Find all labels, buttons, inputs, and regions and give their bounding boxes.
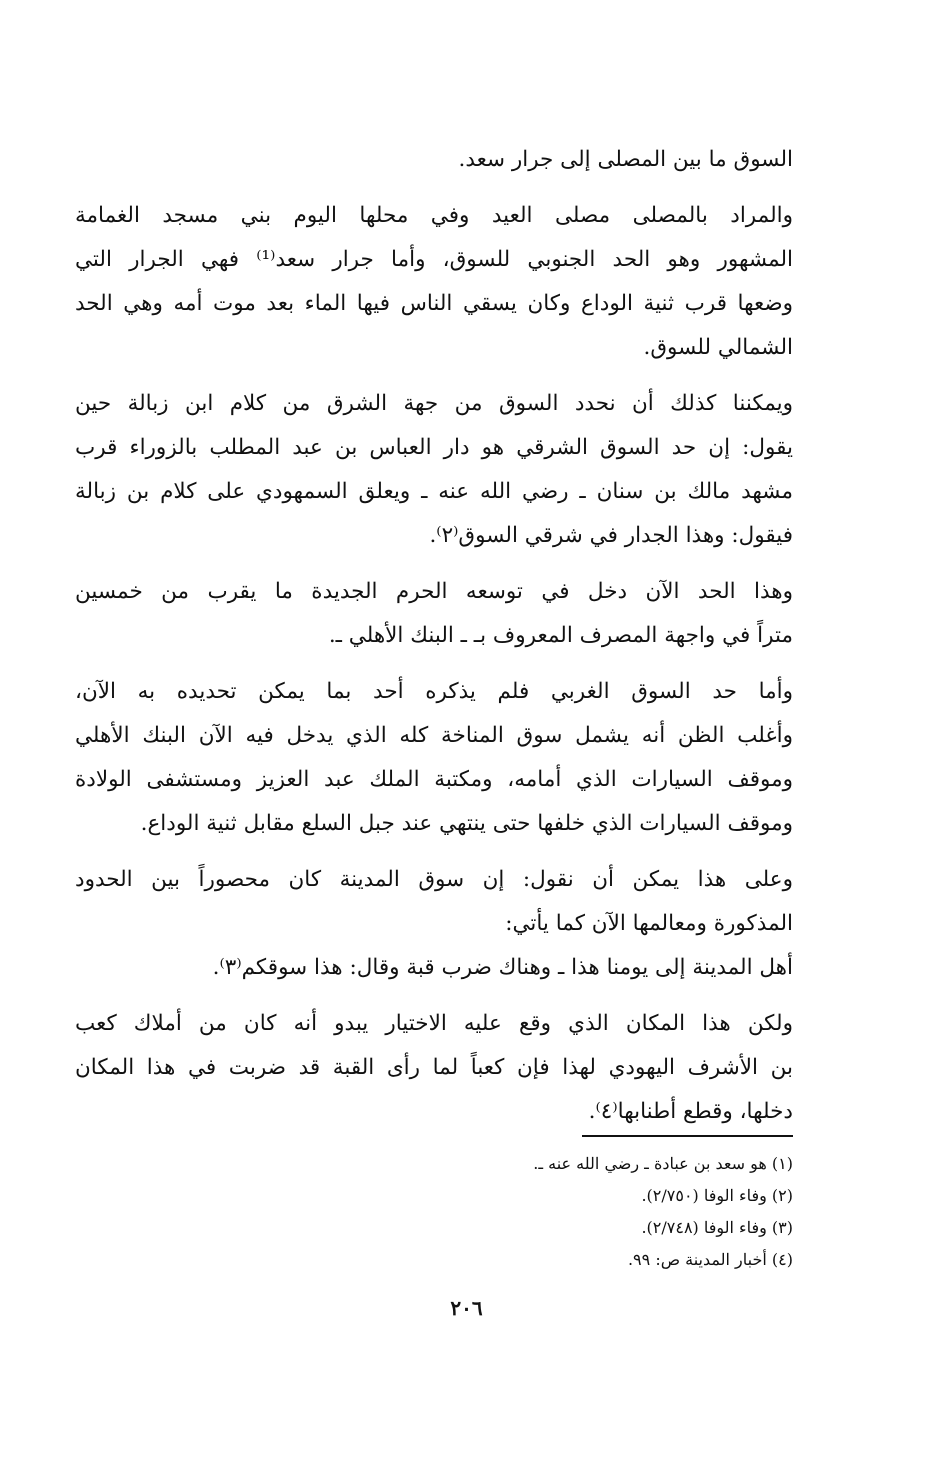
page-number: ٢٠٦: [450, 1296, 483, 1320]
footnote-4: (٤) أخبار المدينة ص: ٩٩.: [627, 1250, 793, 1269]
paragraph-3: [75, 382, 793, 558]
text-line: وموقف السيارات الذي خلفها حتى ينتهي عند جبل السلع مقابل ثنية الوداع.: [140, 811, 793, 836]
text-line: وعلى هذا يمكن أن نقول: إن سوق المدينة كان محصوراً بين الحدود: [75, 867, 793, 892]
text-line: وهذا الحد الآن دخل في توسعه الحرم الجديدة ما يقرب من خمسين: [75, 579, 793, 604]
text-line: مشهد مالك بن سنان ـ رضي الله عنه ـ ويعلق السمهودي على كلام بن زبالة: [75, 479, 793, 504]
text-line: ويمكننا كذلك أن نحدد السوق من جهة الشرق من كلام ابن زبالة حين: [75, 391, 793, 416]
text-line: وضعها قرب ثنية الوداع وكان يسقي الناس فيها الماء بعد موت أمه وهي الحد: [75, 291, 793, 316]
text-line: دخلها، وقطع أطنابها⁽٤⁾.: [588, 1099, 793, 1124]
text-line: السوق ما بين المصلى إلى جرار سعد.: [458, 147, 793, 172]
text-line: متراً في واجهة المصرف المعروف بـ ـ البنك الأهلي ـ.: [328, 623, 793, 648]
text-line: بن الأشرف اليهودي لهذا فإن كعباً لما رأى القبة قد ضربت في هذا المكان: [75, 1055, 793, 1080]
text-line: والمراد بالمصلى مصلى العيد وفي محلها اليوم بني مسجد الغمامة: [75, 203, 793, 228]
text-line: المشهور وهو الحد الجنوبي للسوق، وأما جرار سعد⁽¹⁾ فهي الجرار التي: [75, 247, 793, 272]
text-line: وأما حد السوق الغربي فلم يذكره أحد بما يمكن تحديده به الآن،: [75, 679, 793, 704]
paragraph-4: [75, 570, 793, 658]
text-line: فيقول: وهذا الجدار في شرقي السوق⁽٢⁾.: [429, 523, 793, 548]
footnote-1: (١) هو سعد بن عبادة ـ رضي الله عنه ـ.: [533, 1154, 793, 1173]
paragraph-6: [75, 858, 793, 990]
paragraph-1: [75, 138, 793, 182]
footnotes: [433, 1148, 793, 1276]
footnote-3: (٣) وفاء الوفا (٢/٧٤٨).: [641, 1218, 793, 1237]
page-body: [75, 138, 793, 1146]
text-line: أهل المدينة إلى يومنا هذا ـ وهناك ضرب قبة وقال: هذا سوقكم⁽٣⁾.: [212, 955, 793, 980]
paragraph-7: [75, 1002, 793, 1134]
footnote-separator: [582, 1135, 793, 1137]
footnote-2: (٢) وفاء الوفا (٢/٧٥٠).: [641, 1186, 793, 1205]
text-line: الشمالي للسوق.: [643, 335, 793, 360]
text-line: وموقف السيارات الذي أمامه، ومكتبة الملك عبد العزيز ومستشفى الولادة: [75, 767, 793, 792]
text-line: وأغلب الظن أنه يشمل سوق المناخة كله الذي يدخل فيه الآن البنك الأهلي: [75, 723, 793, 748]
paragraph-5: [75, 670, 793, 846]
paragraph-2: [75, 194, 793, 370]
text-line: ولكن هذا المكان الذي وقع عليه الاختيار يبدو أنه كان من أملاك كعب: [75, 1011, 793, 1036]
text-line: المذكورة ومعالمها الآن كما يأتي:: [505, 911, 793, 936]
text-line: يقول: إن حد السوق الشرقي هو دار العباس بن عبد المطلب بالزوراء قرب: [75, 435, 793, 460]
